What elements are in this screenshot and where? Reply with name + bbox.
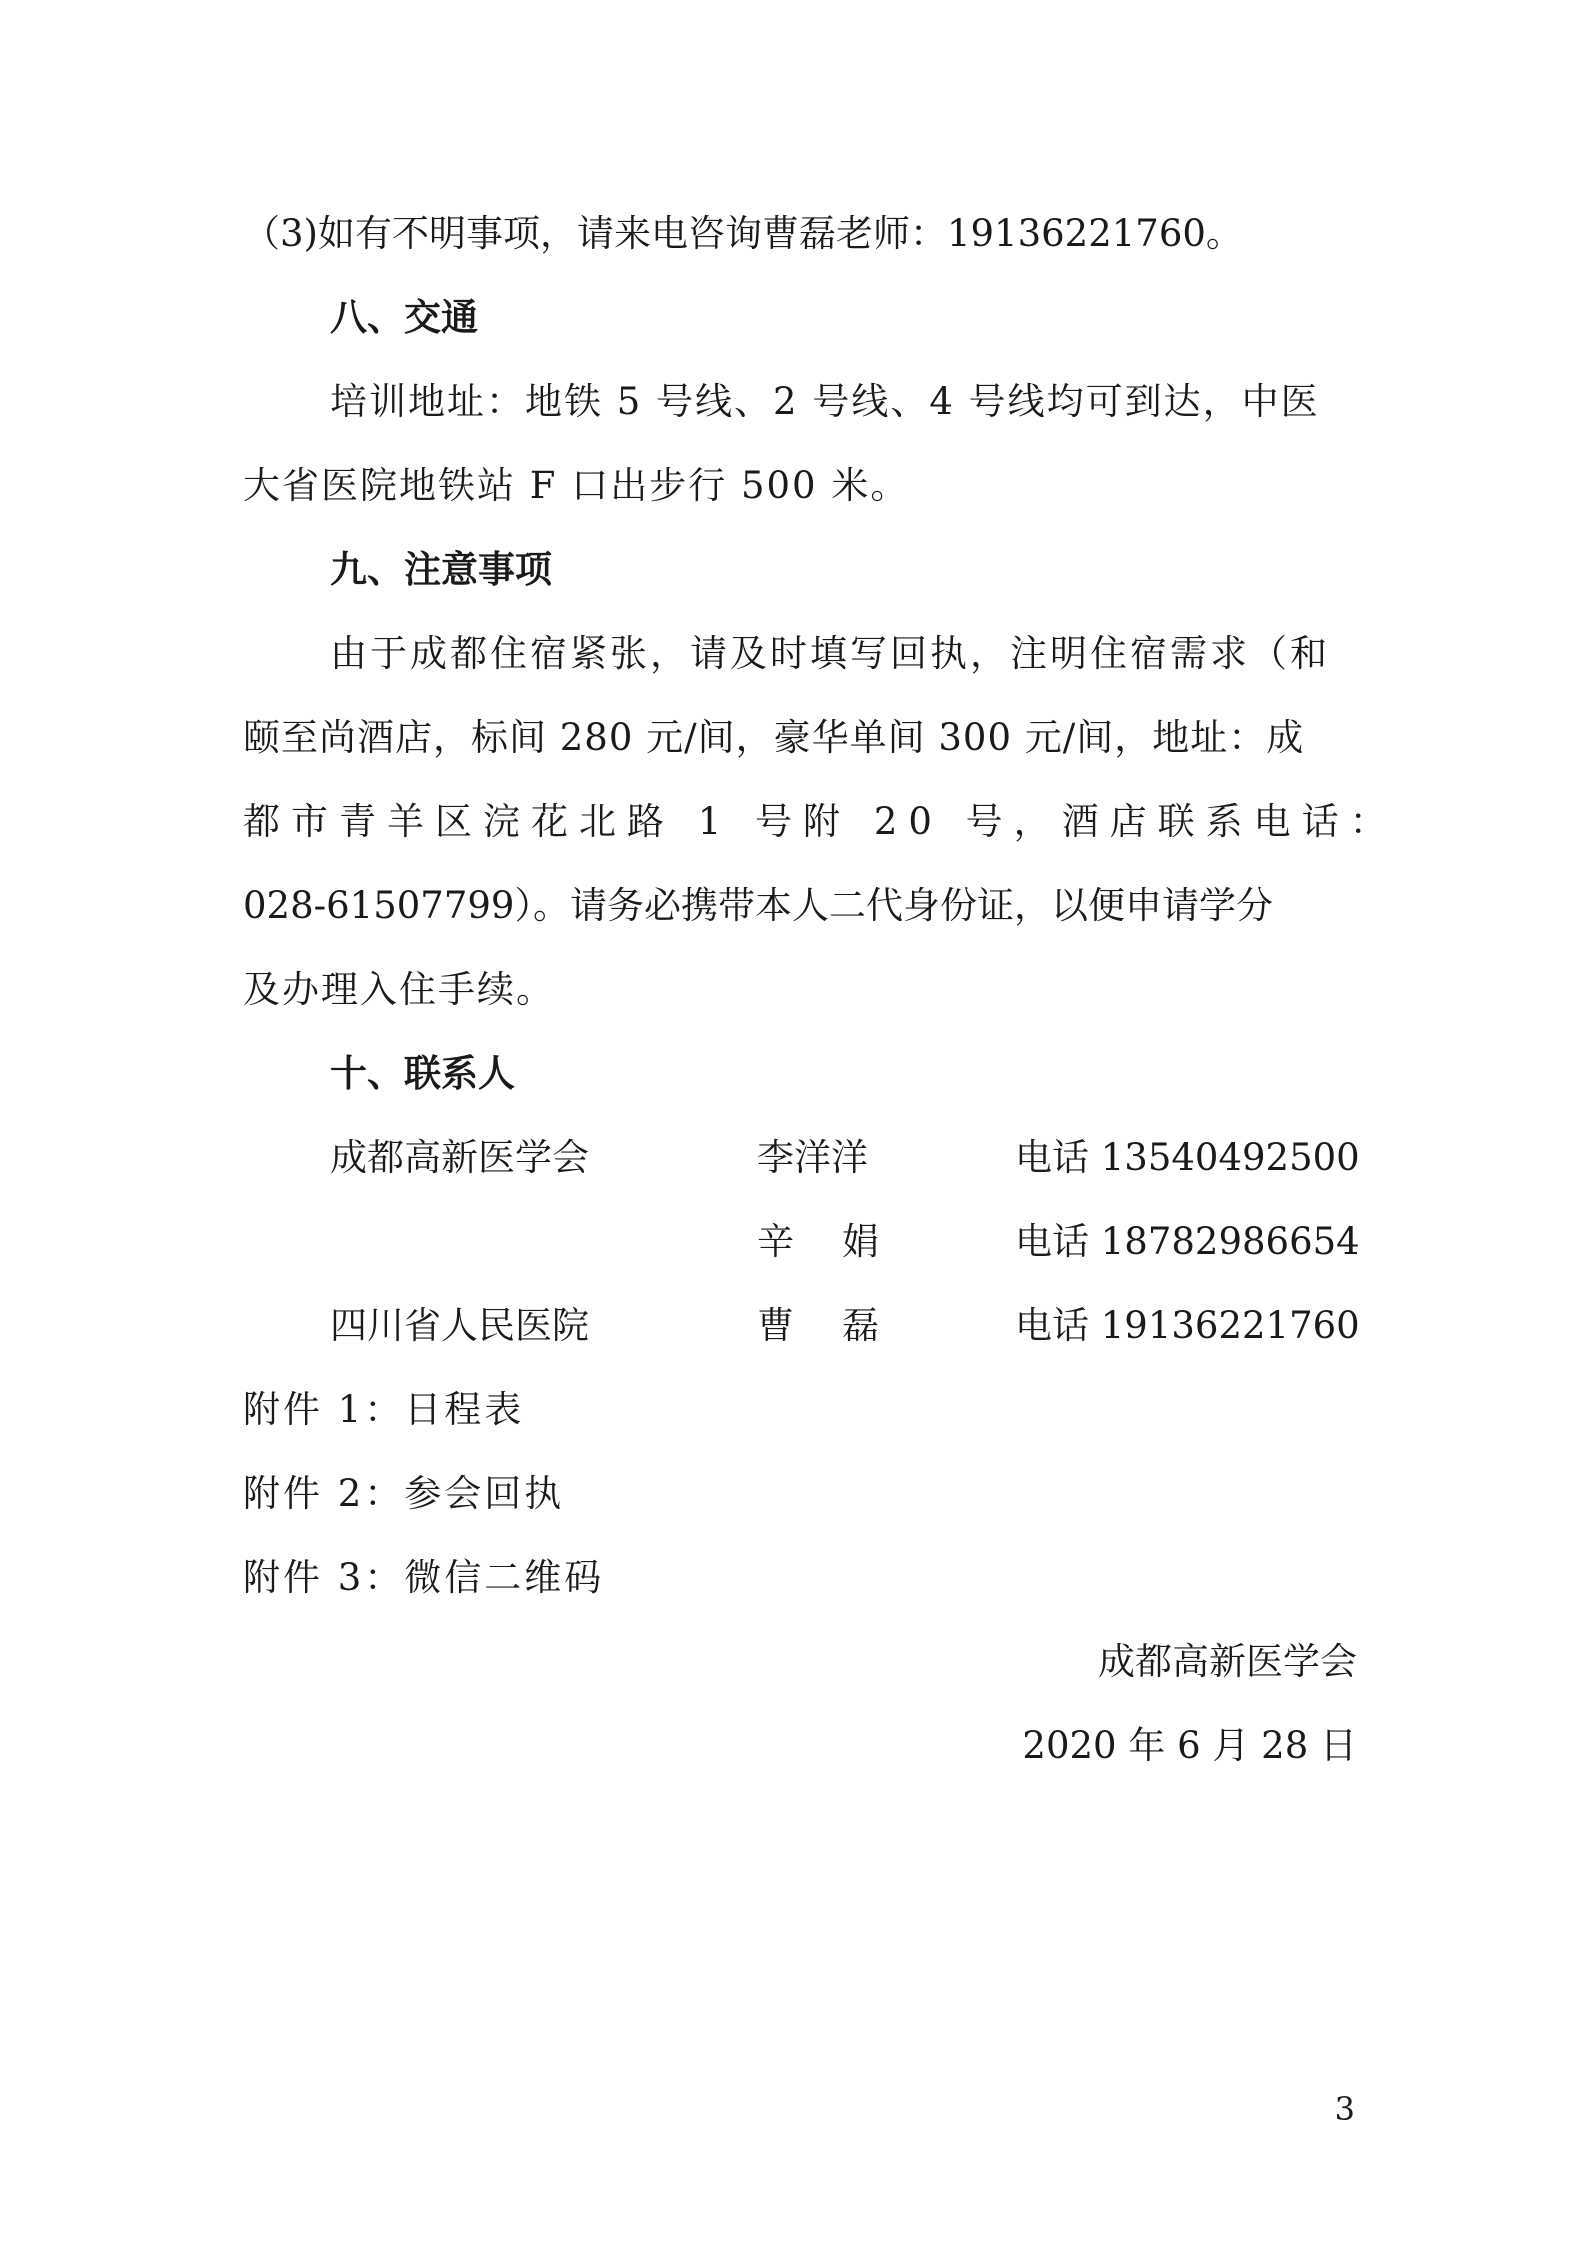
contact-phone: 电话 19136221760: [1015, 1304, 1360, 1347]
section-9-line-1: 由于成都住宿紧张，请及时填写回执，注明住宿需求（和: [330, 632, 1330, 675]
page-number: 3: [1334, 2090, 1355, 2128]
contact-row: [0, 1220, 1587, 1270]
contact-org: 成都高新医学会: [330, 1136, 589, 1179]
section-8-heading: 八、交通: [330, 296, 478, 339]
contact-name: 曹磊: [757, 1304, 927, 1347]
contact-name: 辛娟: [757, 1220, 927, 1263]
item-3-text: （3)如有不明事项，请来电咨询曹磊老师：19136221760。: [243, 212, 1243, 255]
contact-org: 四川省人民医院: [330, 1304, 589, 1347]
section-10-heading: 十、联系人: [330, 1052, 515, 1095]
attachment-3: 附件 3：微信二维码: [243, 1556, 605, 1599]
attachment-2: 附件 2：参会回执: [243, 1472, 565, 1515]
section-9-line-3: 都市青羊区浣花北路 1 号附 20 号，酒店联系电话：: [243, 800, 1398, 843]
item-3-paragraph: [243, 212, 1358, 256]
section-9-line-2: 颐至尚酒店，标间 280 元/间，豪华单间 300 元/间，地址：成: [243, 716, 1305, 759]
contact-name: 李洋洋: [757, 1136, 868, 1179]
section-8-line-1: 培训地址：地铁 5 号线、2 号线、4 号线均可到达，中医: [330, 380, 1320, 423]
contact-row: [0, 1136, 1587, 1186]
signature-date: 2020 年 6 月 28 日: [1022, 1724, 1357, 1767]
signature-org: 成都高新医学会: [1098, 1640, 1357, 1683]
attachment-1: 附件 1：日程表: [243, 1388, 525, 1431]
section-9-heading: 九、注意事项: [330, 548, 552, 591]
section-8-line-2: 大省医院地铁站 F 口出步行 500 米。: [243, 464, 910, 507]
contact-phone: 电话 18782986654: [1015, 1220, 1360, 1263]
section-9-line-4: 028-61507799）。请务必携带本人二代身份证，以便申请学分: [243, 884, 1273, 927]
contact-row: [0, 1304, 1587, 1354]
section-9-line-5: 及办理入住手续。: [243, 968, 555, 1011]
contact-phone: 电话 13540492500: [1015, 1136, 1360, 1179]
